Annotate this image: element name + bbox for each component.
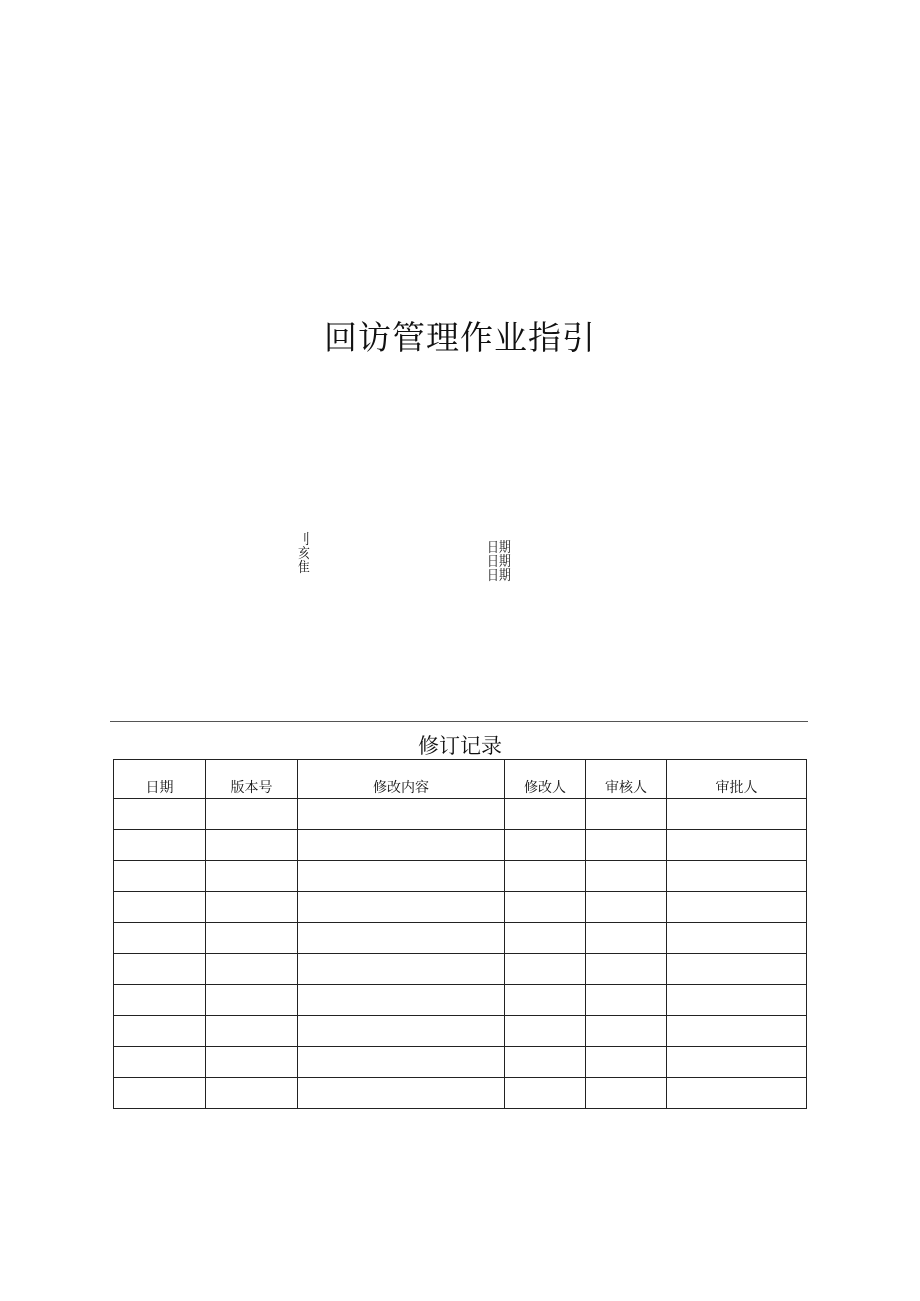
table-header-row	[114, 760, 807, 799]
table-cell	[505, 1047, 586, 1078]
table-cell	[298, 830, 505, 861]
revision-record-heading: 修订记录	[418, 734, 502, 758]
table-cell	[586, 985, 667, 1016]
prepared-by-label: 刂	[298, 532, 310, 548]
table-cell	[298, 1016, 505, 1047]
reviewed-by-label: 亥	[298, 546, 310, 562]
revision-record-table	[113, 759, 807, 1109]
table-cell	[667, 923, 807, 954]
signature-dates	[487, 541, 511, 583]
table-cell	[586, 892, 667, 923]
table-cell	[586, 799, 667, 830]
table-cell	[114, 923, 206, 954]
table-row	[114, 892, 807, 923]
table-cell	[667, 1078, 807, 1109]
table-cell	[298, 799, 505, 830]
signature-labels	[298, 533, 310, 575]
table-row	[114, 861, 807, 892]
prepared-date-label: 日期	[487, 540, 511, 556]
table-cell	[667, 1047, 807, 1078]
table-row	[114, 830, 807, 861]
table-cell	[206, 892, 298, 923]
approved-date-label: 日期	[487, 568, 511, 584]
table-cell	[586, 954, 667, 985]
table-cell	[586, 1047, 667, 1078]
table-cell	[114, 1016, 206, 1047]
table-cell	[505, 923, 586, 954]
table-cell	[505, 861, 586, 892]
column-header-modifier: 修改人	[505, 760, 586, 799]
table-cell	[206, 923, 298, 954]
table-cell	[114, 1078, 206, 1109]
table-cell	[206, 799, 298, 830]
column-header-approver: 审批人	[667, 760, 807, 799]
approved-by-label: 隹	[298, 560, 310, 576]
table-cell	[114, 861, 206, 892]
table-cell	[298, 923, 505, 954]
table-cell	[206, 1016, 298, 1047]
table-cell	[298, 985, 505, 1016]
column-header-change-content: 修改内容	[298, 760, 505, 799]
table-cell	[505, 954, 586, 985]
table-row	[114, 985, 807, 1016]
table-cell	[586, 830, 667, 861]
table-cell	[298, 1078, 505, 1109]
table-cell	[667, 892, 807, 923]
table-cell	[505, 1016, 586, 1047]
document-title: 回访管理作业指引	[324, 318, 596, 357]
column-header-date: 日期	[114, 760, 206, 799]
table-cell	[505, 1078, 586, 1109]
table-cell	[206, 830, 298, 861]
table-cell	[298, 861, 505, 892]
revision-rows	[114, 799, 807, 1109]
table-row	[114, 923, 807, 954]
table-cell	[667, 954, 807, 985]
table-cell	[298, 892, 505, 923]
table-cell	[114, 954, 206, 985]
table-cell	[206, 1047, 298, 1078]
table-cell	[298, 954, 505, 985]
table-cell	[206, 861, 298, 892]
table-cell	[586, 923, 667, 954]
table-cell	[298, 1047, 505, 1078]
table-cell	[114, 799, 206, 830]
section-divider	[110, 721, 808, 722]
table-cell	[667, 1016, 807, 1047]
table-cell	[586, 1078, 667, 1109]
table-row	[114, 799, 807, 830]
table-row	[114, 1047, 807, 1078]
table-cell	[206, 1078, 298, 1109]
table-cell	[667, 861, 807, 892]
table-cell	[505, 830, 586, 861]
table-cell	[114, 892, 206, 923]
table-cell	[114, 985, 206, 1016]
table-cell	[586, 1016, 667, 1047]
table-cell	[114, 830, 206, 861]
table-cell	[667, 830, 807, 861]
table-cell	[505, 799, 586, 830]
table-cell	[206, 985, 298, 1016]
table-row	[114, 1078, 807, 1109]
table-cell	[114, 1047, 206, 1078]
table-row	[114, 954, 807, 985]
table-cell	[505, 892, 586, 923]
column-header-reviewer: 审核人	[586, 760, 667, 799]
column-header-version: 版本号	[206, 760, 298, 799]
table-cell	[586, 861, 667, 892]
reviewed-date-label: 日期	[487, 554, 511, 570]
table-cell	[667, 985, 807, 1016]
table-row	[114, 1016, 807, 1047]
table-cell	[667, 799, 807, 830]
table-cell	[505, 985, 586, 1016]
table-cell	[206, 954, 298, 985]
